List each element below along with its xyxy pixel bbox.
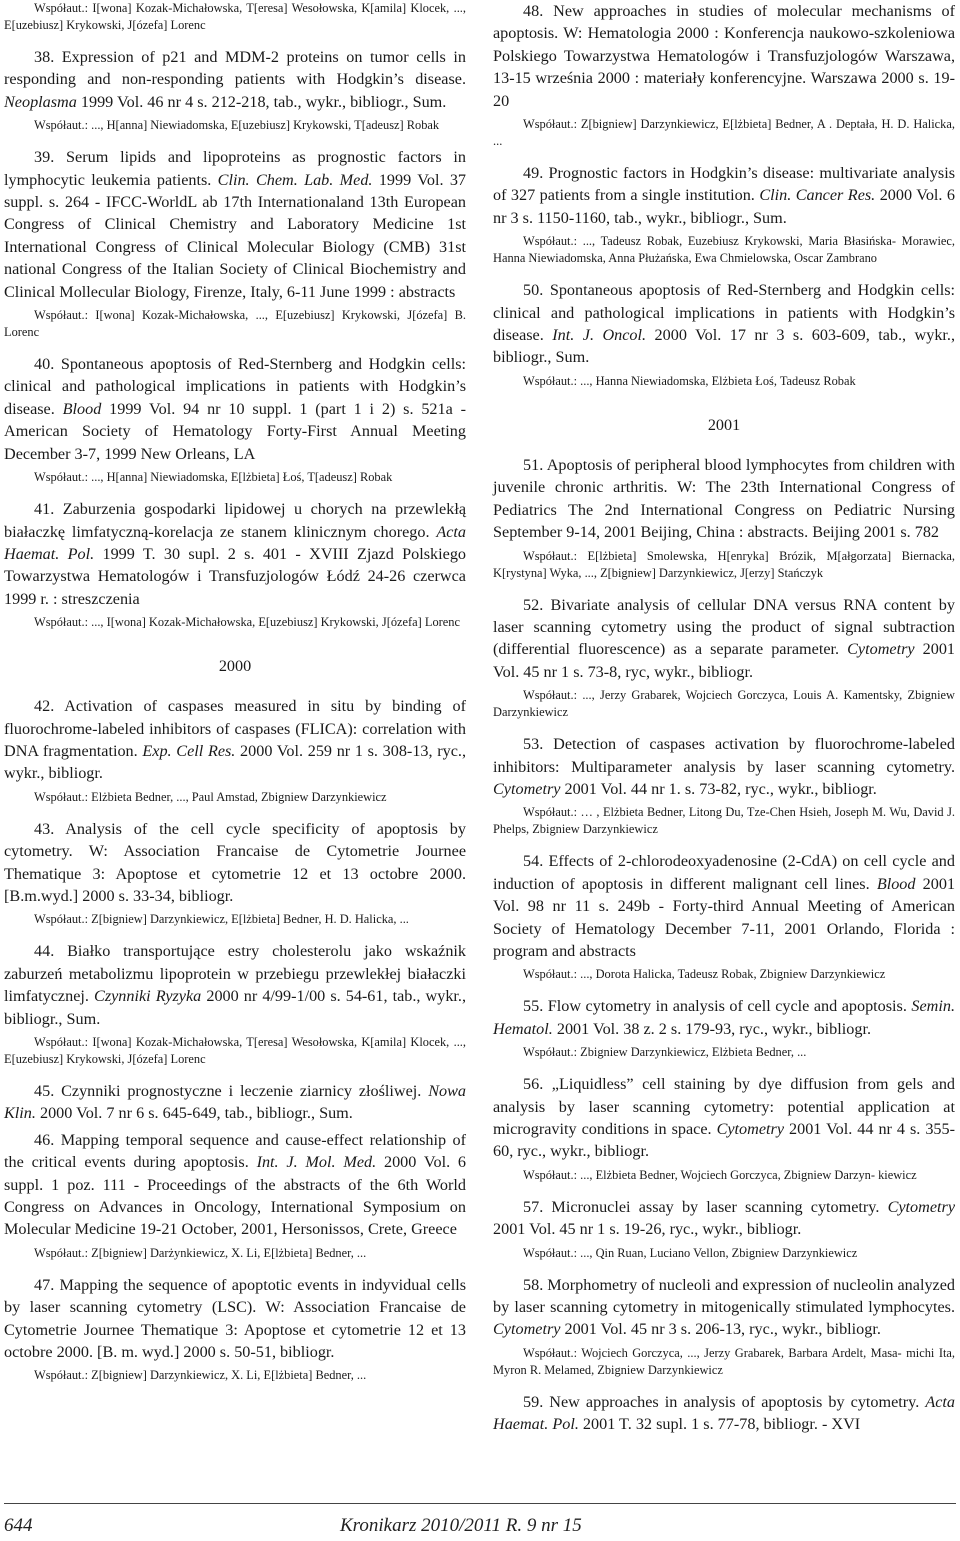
- entry-number: 59.: [523, 1392, 544, 1411]
- co-authors: [493, 1167, 955, 1184]
- entry-number: 51.: [523, 455, 544, 474]
- entry-title: Activation of caspases measured in situ by binding of fluorochrome-labeled inhibitors of caspases (FLICA): correlation with DNA fragmentation.: [4, 697, 467, 760]
- entry-details: 1999 Vol. 46 nr 4 s. 212-218, tab., wykr., bibliogr., Sum.: [80, 92, 447, 111]
- bibliography-entry: [4, 46, 466, 113]
- co-authors-lead: Współaut.: ..., Dorota Halicka, Tadeusz Robak, Zbigniew Darzynkiewicz: [523, 967, 886, 982]
- journal-source: Acta Haemat. Pol.: [4, 522, 466, 563]
- journal-source: Cytometry: [493, 1320, 561, 1339]
- entry-details: 2000 nr 4/99-1/00 s. 54-61, tab., wykr., bibliogr., Sum.: [4, 987, 467, 1028]
- bibliography-entry: [493, 733, 955, 800]
- entry-number: 38.: [34, 48, 55, 66]
- entry-title: Expression of p21 and MDM-2 proteins on tumor cells in responding and non-responding patients with Hodgkin’s disease.: [4, 48, 466, 89]
- entry-details: 2001 Vol. 98 nr 11 s. 249b - Forty-third Annual Meeting of American Society of Hematology December 7-11, 2001 Orlando, Florida : program and abstracts: [493, 874, 956, 960]
- entry-details: 2001 Vol. 45 nr 1 s. 19-26, ryc., wykr., bibliogr.: [493, 1220, 802, 1239]
- entry-title: Effects of 2-chlorodeoxyadenosine (2-CdA) on cell cycle and induction of apoptosis in different malignant cell lines.: [493, 852, 955, 893]
- bibliography-entry: [493, 454, 955, 544]
- co-authors: [4, 307, 466, 341]
- journal-source: Cytometry: [716, 1120, 785, 1138]
- entry-number: 54.: [523, 852, 544, 871]
- entry-number: 49.: [523, 164, 544, 183]
- journal-source: Cytometry: [887, 1197, 956, 1216]
- co-authors: [493, 1044, 955, 1061]
- entry-title: Spontaneous apoptosis of Red-Sternberg and Hodgkin cells: clinical and pathological implications in patients with Hodgkin’s disease.: [493, 281, 956, 345]
- entry-number: 44.: [34, 942, 55, 961]
- co-authors-rest: Klocek, ..., E[uzebiusz] Krykowski, J[ózefa] Lorenc: [4, 1035, 466, 1066]
- journal-source: Cytometry: [847, 640, 915, 659]
- co-authors-lead: Współaut.: ..., Hanna Niewiadomska, Elżbieta Łoś, Tadeusz Robak: [523, 373, 856, 388]
- journal-name: Kronikarz 2010/2011 R. 9 nr 15: [340, 1515, 582, 1536]
- bibliography-entry: [493, 0, 955, 112]
- entry-details: 1999 T. 30 supl. 2 s. 401 - XVIII Zjazd Polskiego Towarzystwa Hematologów i Transfuzjologów Łódź 24-26 czerwca 1999 r. : streszczenia: [4, 544, 467, 608]
- journal-source: Clin. Chem. Lab. Med.: [217, 170, 373, 189]
- co-authors-rest: kiewicz: [878, 1167, 917, 1182]
- co-authors-lead: Współaut.: I[wona] Kozak-Michałowska, ..., E[uzebiusz] Krykowski,: [34, 308, 401, 323]
- co-authors: [493, 1245, 955, 1262]
- co-authors-rest: Wu, David J. Phelps, Zbigniew Darzynkiewicz: [493, 805, 956, 837]
- entry-number: 50.: [523, 281, 544, 300]
- entry-title: Morphometry of nucleoli and expression of nucleolin analyzed by laser scanning cytometry in mitogenically stimulated lymphocytes.: [493, 1275, 955, 1317]
- bibliography-entry: [4, 695, 466, 785]
- co-authors: [4, 117, 466, 134]
- co-authors-lead: Współaut.: Z[bigniew] Darzynkiewicz, E[lżbieta] Bedner, H. D. Halicka,: [34, 912, 397, 927]
- bibliography-entry: [493, 1196, 955, 1241]
- entry-number: 48.: [523, 2, 544, 20]
- entry-number: 41.: [34, 500, 55, 519]
- bibliography-entry: [4, 1080, 466, 1125]
- entry-title: Detection of caspases activation by fluorochrome-labeled inhibitors: Multiparameter analysis by laser scanning cytometry.: [493, 735, 955, 776]
- co-authors: [493, 116, 955, 150]
- co-authors: [4, 469, 466, 486]
- journal-source: Clin. Cancer Res.: [759, 186, 876, 205]
- entry-number: 45.: [34, 1082, 55, 1100]
- bibliography-entry: [4, 1129, 466, 1241]
- co-authors-lead: Współaut.: ..., Qin Ruan, Luciano Vellon, Zbigniew Darzynkiewicz: [523, 1245, 858, 1260]
- journal-source: Exp. Cell Res.: [142, 741, 236, 760]
- entry-details: 2001 Vol. 44 nr 4 s. 355-60, ryc., wykr., bibliogr.: [493, 1120, 956, 1161]
- co-authors-lead: Współaut.: ..., H[anna] Niewiadomska, E[uzebiusz] Krykowski, T[adeusz]: [34, 118, 404, 133]
- co-authors-lead: Współaut.: ..., Tadeusz Robak, Euzebiusz Krykowski, Maria Błasińska-: [523, 234, 896, 249]
- entry-title: New approaches in analysis of apoptosis by cytometry.: [549, 1392, 920, 1411]
- entry-title: Prognostic factors in Hodgkin’s disease: multivariate analysis of 327 patients from a single institution.: [493, 164, 956, 205]
- co-authors: [493, 548, 955, 582]
- entry-title: Czynniki prognostyczne i leczenie ziarnicy złośliwej.: [61, 1082, 422, 1100]
- entry-number: 39.: [34, 148, 55, 167]
- entry-details: 2000 Vol. 6 suppl. 1 poz. 111 - Proceedings of the abstracts of the 6th World Congress on Advances in Oncology, International Symposium on Molecular Medicine 19-21 October, 2001, Hersonissos, Crete, Greece: [4, 1153, 467, 1239]
- journal-source: Czynniki Ryzyka: [94, 987, 202, 1006]
- entry-number: 53.: [523, 735, 544, 754]
- co-authors-rest: H. D. Halicka, ...: [493, 117, 955, 149]
- footer-rule: [4, 1503, 956, 1504]
- entry-title: Serum lipids and lipoproteins as prognostic factors in lymphocytic leukemia patients.: [4, 148, 466, 189]
- bibliography-entry: [493, 594, 955, 684]
- co-authors: [493, 966, 955, 983]
- entry-number: 57.: [523, 1197, 544, 1216]
- entry-details: 1999 Vol. 94 nr 10 suppl. 1 (part 1 i 2) s. 521a - American Society of Hematology Forty-First Annual Meeting December 3-7, 1999 New Orleans, LA: [4, 399, 467, 463]
- co-authors-lead: Współaut.: ..., Jerzy Grabarek, Wojciech Gorczyca, Louis A. Kamentsky,: [523, 688, 903, 703]
- entry-title: Mapping the sequence of apoptotic events in indyvidual cells by laser scanning cytometry (LSC). W: Association Francaise de Cytometrie Journee Thematique 3: Apoptose et cytometrie 12 et 13 octobre 2000. [B. m. wyd.] 2000 s. 50-51, bibliogr.: [4, 1275, 466, 1362]
- entry-title: „Liquidless” cell staining by dye diffusion from gels and analysis by laser scanning cytometry: potential application at microgravity conditions in space.: [493, 1075, 956, 1138]
- co-authors-lead: Współaut.: E[lżbieta] Smolewska, H[enryka] Brózik, M[ałgorzata] Biernacka,: [523, 548, 955, 563]
- bibliography-entry: [493, 1391, 955, 1436]
- co-authors: [4, 911, 466, 928]
- co-authors-lead: Współaut.: I[wona] Kozak-Michałowska, T[eresa] Wesołowska, K[amila]: [34, 1035, 407, 1049]
- co-authors: [493, 804, 955, 838]
- co-authors-rest: ...: [399, 912, 409, 927]
- entry-details: 2001 Vol. 44 nr 1. s. 73-82, ryc., wykr., bibliogr.: [564, 779, 877, 798]
- co-authors-rest: J[ózefa] Lorenc: [381, 615, 460, 630]
- journal-source: Nowa Klin.: [4, 1082, 466, 1123]
- entry-title: Spontaneous apoptosis of Red-Sternberg and Hodgkin cells: clinical and pathological implications in patients with Hodgkin’s disease.: [4, 355, 467, 418]
- co-authors-rest: Zbigniew Darzynkiewicz: [493, 688, 955, 720]
- co-authors-lead: Współaut.: ..., I[wona] Kozak-Michałowska, E[uzebiusz] Krykowski,: [34, 615, 379, 630]
- right-column: [493, 0, 955, 1440]
- co-authors-rest: J[ózefa] B. Lorenc: [4, 308, 466, 340]
- entry-details: 2000 Vol. 7 nr 6 s. 645-649, tab., bibliogr., Sum.: [39, 1104, 353, 1123]
- co-authors: [493, 373, 955, 390]
- entry-number: 40.: [34, 355, 55, 374]
- entry-number: 58.: [523, 1275, 544, 1294]
- entry-number: 43.: [34, 819, 55, 838]
- bibliography-entry: [493, 850, 955, 962]
- co-authors: [4, 1245, 466, 1262]
- entry-number: 46.: [34, 1130, 55, 1149]
- co-authors-rest: michi Ita, Myron R. Melamed, Zbigniew Darzynkiewicz: [493, 1345, 955, 1377]
- entry-title: Flow cytometry in analysis of cell cycle and apoptosis.: [547, 997, 907, 1016]
- co-authors-lead: Współaut.: … , Elżbieta Bedner, Litong Du, Tze-Chen Hsieh, Joseph M.: [523, 805, 887, 820]
- bibliography-entry: [493, 1073, 955, 1163]
- co-authors-lead: Współaut.: ..., H[anna] Niewiadomska, E[lżbieta] Łoś, T[adeusz] Robak: [34, 470, 393, 485]
- co-authors-lead: Współaut.: Wojciech Gorczyca, ..., Jerzy Grabarek, Barbara Ardelt, Masa-: [523, 1345, 902, 1360]
- entry-title: Apoptosis of peripheral blood lymphocytes from children with juvenile chronic arthritis. W: The 23th International Congress of Pediatrics The 2nd International Congress on Pediatric Nursing September 9-14, 2001 Beijing, China : abstracts. Beijing 2001 s. 782: [493, 455, 955, 542]
- entry-number: 47.: [34, 1275, 55, 1294]
- journal-source: Int. J. Oncol.: [552, 326, 647, 345]
- entry-number: 56.: [523, 1075, 544, 1094]
- entry-title: Analysis of the cell cycle specificity of apoptosis by cytometry. W: Association Francaise de Cytometrie Journee Thematique 3: Apoptose et cytometrie 12 et 13 octobre 2000. [B.m.wyd.] 2000 s. 33-34, bibliogr.: [4, 819, 466, 905]
- entry-number: 52.: [523, 595, 544, 614]
- co-authors: [4, 614, 466, 631]
- journal-source: Acta Haemat. Pol.: [493, 1392, 956, 1434]
- left-column: [4, 0, 466, 1396]
- co-authors-lead: Współaut.: I[wona] Kozak-Michałowska, T[eresa] Wesołowska, K[amila]: [34, 1, 407, 15]
- entry-details: 2000 Vol. 6 nr 3 s. 1150-1160, tab., wykr., bibliogr., Sum.: [493, 186, 956, 227]
- entry-title: Bivariate analysis of cellular DNA versus RNA content by laser scanning cytometry using the product of signal subtraction (differential fluorescence) as a separate parameter.: [493, 595, 955, 659]
- entry-details: 1999 Vol. 37 suppl. s. 264 - IFCC-WorldL ab 17th Internationaland 13th European Congress of Clinical Chemistry and Laboratory Medicine 1st International Congress of Clinical Molecular Biology (CMB) 31st national Congress of the Italian Society of Clinical Biochemistry and Clinical Mollecular Biology, Firenze, Italy, 6-11 June 1999 : abstracts: [4, 170, 467, 301]
- entry-details: 2001 Vol. 38 z. 2 s. 179-93, ryc., wykr., bibliogr.: [556, 1019, 871, 1038]
- bibliography-entry: [4, 1274, 466, 1364]
- co-authors-rest: Klocek, ..., E[uzebiusz] Krykowski, J[ózefa] Lorenc: [4, 1, 466, 32]
- co-authors-lead: Współaut.: ..., Elżbieta Bedner, Wojciech Gorczyca, Zbigniew Darzyn-: [523, 1167, 875, 1182]
- bibliography-entry: [4, 940, 466, 1030]
- journal-source: Blood: [876, 874, 916, 893]
- bibliography-entry: [4, 498, 466, 610]
- co-authors: [493, 233, 955, 267]
- entry-details: 2001 Vol. 45 nr 1 s. 73-8, ryc, wykr., bibliogr.: [493, 640, 956, 681]
- entry-details: 2001 Vol. 45 nr 3 s. 206-13, ryc., wykr., bibliogr.: [564, 1320, 881, 1339]
- bibliography-entry: [493, 279, 955, 369]
- co-authors: [4, 0, 466, 34]
- journal-source: Blood: [62, 399, 102, 418]
- co-authors-lead: Współaut.: Elżbieta Bedner, ..., Paul Amstad, Zbigniew Darzynkiewicz: [34, 789, 387, 804]
- entry-details: 2000 Vol. 259 nr 1 s. 308-13, ryc., wykr., bibliogr.: [4, 741, 467, 783]
- journal-source: Semin. Hematol.: [493, 997, 956, 1038]
- bibliography-entry: [4, 353, 466, 465]
- entry-number: 42.: [34, 697, 55, 716]
- entry-title: Mapping temporal sequence and cause-effect relationship of the critical events during apoptosis.: [4, 1130, 467, 1172]
- journal-source: Neoplasma: [4, 92, 77, 111]
- co-authors-rest: Robak: [406, 118, 440, 133]
- co-authors: [493, 1345, 955, 1379]
- entry-title: Zaburzenia gospodarki lipidowej u chorych na przewlekłą białaczkę limfatyczną-korelacja ze stanem klinicznym chorego.: [4, 500, 466, 541]
- entry-details: 2000 Vol. 17 nr 3 s. 603-609, tab., wykr., bibliogr., Sum.: [493, 326, 956, 367]
- journal-source: Int. J. Mol. Med.: [256, 1153, 377, 1172]
- co-authors-lead: Współaut.: Z[bigniew] Darzynkiewicz, X. Li, E[lżbieta] Bedner, ...: [34, 1368, 367, 1383]
- bibliography-entry: [4, 146, 466, 303]
- bibliography-entry: [493, 1274, 955, 1341]
- co-authors: [4, 789, 466, 806]
- co-authors: [493, 687, 955, 721]
- bibliography-entry: [493, 162, 955, 229]
- entry-title: Białko transportujące estry cholesterolu jako wskaźnik zaburzeń metabolizmu lipoprotein w przebiegu przewlekłej białaczki limfatycznej.: [4, 942, 467, 1006]
- page-footer: [0, 1515, 960, 1541]
- co-authors: [4, 1367, 466, 1384]
- entry-title: Micronuclei assay by laser scanning cytometry.: [551, 1197, 880, 1216]
- journal-source: Cytometry: [493, 779, 561, 798]
- co-authors-lead: Współaut.: Zbigniew Darzynkiewicz, Elżbieta Bedner, ...: [523, 1045, 807, 1060]
- bibliography-entry: [493, 995, 955, 1040]
- co-authors-rest: K[rystyna] Wyka, ..., Z[bigniew] Darzynkiewicz, J[erzy] Stańczyk: [493, 565, 824, 580]
- entry-details: 2001 T. 32 supl. 1 s. 77-78, bibliogr. - XVI: [582, 1415, 861, 1434]
- year-heading: 2000: [218, 657, 252, 676]
- bibliography-entry: [4, 818, 466, 908]
- co-authors: [4, 1034, 466, 1068]
- entry-number: 55.: [523, 997, 544, 1016]
- co-authors-rest: Morawiec, Hanna Niewiadomska, Anna Płużańska, Ewa Chmielowska, Oscar Zambrano: [493, 234, 955, 266]
- entry-title: New approaches in studies of molecular mechanisms of apoptosis. W: Hematologia 2000 : Konferencja naukowo-szkoleniowa Polskiego Towarzystwa Hematologów i Transfuzjologów Warszawa, 13-15 września 2000 : materiały konferencyjne. Warszawa 2000 s. 19-20: [493, 2, 955, 110]
- co-authors-lead: Współaut.: Z[bigniew] Darżynkiewicz, X. Li, E[lżbieta] Bedner, ...: [34, 1245, 367, 1260]
- page-number: 644: [4, 1515, 33, 1536]
- co-authors-lead: Współaut.: Z[bigniew] Darzynkiewicz, E[lżbieta] Bedner, A . Deptała,: [523, 117, 878, 132]
- year-heading: 2001: [707, 415, 741, 434]
